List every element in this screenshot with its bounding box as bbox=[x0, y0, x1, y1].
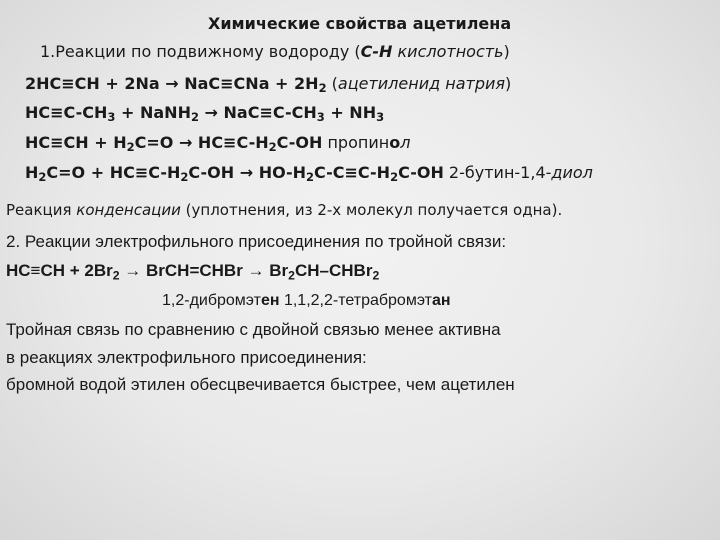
product-name: 1,1,2,2-тетрабромэт bbox=[279, 292, 432, 309]
product-name-suffix: ан bbox=[431, 292, 451, 309]
equation-part: → NaC≡C-CH bbox=[198, 103, 317, 122]
equation-sodium bbox=[25, 74, 512, 96]
product-name-bold: о bbox=[389, 133, 401, 152]
equation-part: C-OH bbox=[398, 163, 444, 182]
condensation-term: конденсации bbox=[76, 201, 181, 219]
section1-heading-close: ) bbox=[503, 42, 510, 61]
equation-part: → BrCH=CHBr → Br bbox=[119, 261, 289, 280]
conclusion-line-2: в реакциях электрофильного присоединения: bbox=[6, 348, 367, 367]
equation-propynol bbox=[25, 133, 411, 155]
equation-butynediol bbox=[25, 163, 593, 185]
equation-note: ацетиленид натрия bbox=[337, 74, 506, 93]
equation-part: H bbox=[25, 163, 39, 182]
section2-heading: 2. Реакции электрофильного присоединения по тройной связи: bbox=[6, 232, 507, 251]
equation-note-close: ) bbox=[505, 74, 512, 93]
equation-subscript: 2 bbox=[288, 268, 295, 283]
equation-subscript: 2 bbox=[268, 140, 277, 155]
equation-subscript: 2 bbox=[306, 170, 315, 185]
slide-title: Химические свойства ацетилена bbox=[208, 14, 512, 33]
product-name-italic: л bbox=[400, 133, 411, 152]
product-name: 1,2-дибромэт bbox=[162, 292, 261, 309]
conclusion-line-3: бромной водой этилен обесцвечивается быстрее, чем ацетилен bbox=[6, 375, 515, 394]
equation-subscript: 2 bbox=[390, 170, 399, 185]
bromination-product-names bbox=[162, 292, 451, 310]
condensation-note bbox=[6, 201, 562, 219]
product-name: пропин bbox=[322, 133, 390, 152]
section1-heading-acidity: кислотность bbox=[392, 42, 504, 61]
equation-part: C-C≡C-H bbox=[314, 163, 391, 182]
equation-note-open: ( bbox=[326, 74, 338, 93]
condensation-text: (уплотнения, из 2-х молекул получается одна). bbox=[180, 201, 563, 219]
equation-sodium-amide bbox=[25, 103, 385, 125]
equation-bromination bbox=[6, 261, 379, 281]
equation-part: + NH bbox=[324, 103, 377, 122]
equation-part: + NaNH bbox=[115, 103, 191, 122]
equation-subscript: 2 bbox=[372, 268, 380, 283]
equation-part: CH–CHBr bbox=[294, 261, 373, 280]
equation-subscript: 2 bbox=[180, 170, 189, 185]
equation-subscript: 2 bbox=[190, 110, 199, 125]
equation-part: C=O → HC≡C-H bbox=[134, 133, 269, 152]
equation-subscript: 2 bbox=[112, 268, 120, 283]
equation-part: 2HC≡CH + 2Na → NaC≡CNa + 2H bbox=[25, 74, 319, 93]
equation-subscript: 2 bbox=[318, 81, 327, 96]
section1-heading-bond: С-Н bbox=[360, 42, 393, 61]
equation-subscript: 3 bbox=[107, 110, 116, 125]
equation-part: HC≡C-CH bbox=[25, 103, 108, 122]
equation-subscript: 3 bbox=[316, 110, 325, 125]
equation-subscript: 2 bbox=[126, 140, 135, 155]
equation-subscript: 3 bbox=[376, 110, 385, 125]
condensation-text: Реакция bbox=[6, 201, 77, 219]
product-name-italic: диол bbox=[551, 163, 593, 182]
equation-subscript: 2 bbox=[38, 170, 47, 185]
section1-heading-text: 1.Реакции по подвижному водороду ( bbox=[40, 42, 361, 61]
equation-part: C-OH bbox=[276, 133, 323, 152]
equation-part: HC≡CH + 2Br bbox=[6, 261, 113, 280]
product-name: 2-бутин-1,4- bbox=[443, 163, 552, 182]
equation-part: C-OH → HO-H bbox=[188, 163, 307, 182]
equation-part: HC≡CH + H bbox=[25, 133, 127, 152]
conclusion-line-1: Тройная связь по сравнению с двойной связью менее активна bbox=[6, 320, 501, 339]
equation-part: C=O + HC≡C-H bbox=[46, 163, 181, 182]
section1-heading bbox=[40, 42, 510, 61]
product-name-suffix: ен bbox=[260, 292, 280, 309]
